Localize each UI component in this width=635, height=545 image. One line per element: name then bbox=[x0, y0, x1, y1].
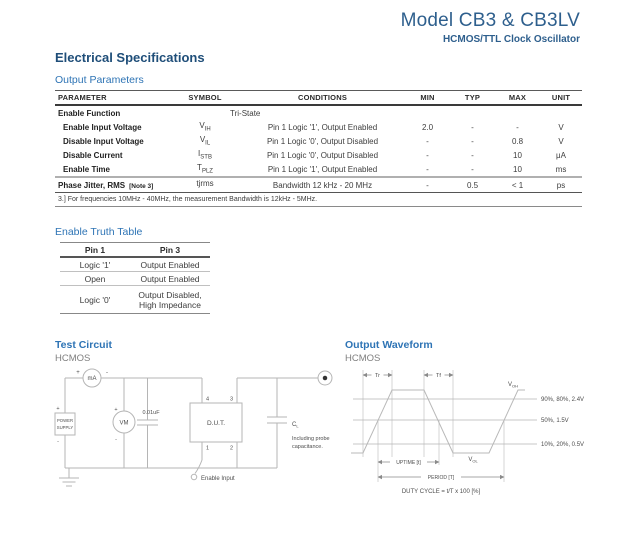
truth-row bbox=[60, 272, 210, 286]
parameter-cell: Enable Input Voltage bbox=[63, 122, 142, 132]
capacitor-label: 0.01uF bbox=[142, 410, 160, 416]
min-cell: - bbox=[426, 136, 429, 146]
page-title: Model CB3 & CB3LV bbox=[400, 10, 580, 31]
enable-input-label: Enable Input bbox=[201, 476, 235, 482]
pin1-cell: Logic '0' bbox=[79, 294, 111, 305]
max-cell: 10 bbox=[513, 164, 522, 174]
cl-label: $C_L$ bbox=[292, 422, 299, 429]
note-marker: [Note 3] bbox=[129, 182, 154, 190]
col-symbol: SYMBOL bbox=[188, 93, 222, 102]
doc-header bbox=[401, 10, 580, 45]
output-waveform-subheading: HCMOS bbox=[345, 353, 381, 364]
symbol-cell: tjrms bbox=[196, 179, 214, 189]
svg-text:VM: VM bbox=[119, 420, 129, 427]
crossing-drop-lines bbox=[378, 420, 504, 482]
page-subtitle: HCMOS/TTL Clock Oscillator bbox=[442, 34, 580, 45]
unit-cell: ms bbox=[555, 164, 567, 174]
probe-symbol bbox=[318, 371, 332, 385]
pin3-cell: Output Enabled bbox=[140, 273, 200, 284]
col-min: MIN bbox=[420, 93, 435, 102]
col-max: MAX bbox=[508, 93, 527, 102]
min-cell: - bbox=[426, 164, 429, 174]
table-footnote: 3.] For frequencies 10MHz - 40MHz, the measurement Bandwidth is 12kHz - 5MHz. bbox=[55, 193, 582, 207]
ground-symbol bbox=[59, 468, 79, 486]
plus-sign: + bbox=[114, 407, 118, 413]
truth-header-row bbox=[60, 243, 210, 258]
capacitor-symbol bbox=[137, 410, 160, 425]
level-high-label: 90%, 80%, 2.4V bbox=[541, 397, 585, 403]
conditions-cell: Pin 1 Logic '1', Output Enabled bbox=[267, 122, 378, 132]
truth-row bbox=[60, 258, 210, 272]
load-capacitor-symbol bbox=[267, 417, 330, 450]
output-parameters-heading: Output Parameters bbox=[55, 74, 144, 86]
col-parameter: PARAMETER bbox=[58, 93, 107, 102]
table-row bbox=[55, 162, 582, 176]
conditions-cell: Pin 1 Logic '0', Output Disabled bbox=[266, 150, 379, 160]
parameter-cell: Enable Time bbox=[63, 164, 110, 174]
enable-input-terminal bbox=[191, 442, 235, 482]
uptime-label: UPTIME [t] bbox=[396, 460, 421, 466]
conditions-cell: Pin 1 Logic '1', Output Enabled bbox=[267, 164, 378, 174]
cl-note: capacitance. bbox=[292, 444, 323, 450]
vol-label: $V_{OL}$ bbox=[468, 457, 478, 464]
table-row bbox=[55, 148, 582, 162]
dut-box bbox=[190, 397, 242, 452]
test-circuit-subheading: HCMOS bbox=[55, 353, 91, 364]
col-conditions: CONDITIONS bbox=[297, 93, 348, 102]
symbol-cell: $V_{IL}$ bbox=[199, 135, 211, 147]
minus-sign: - bbox=[115, 437, 117, 443]
svg-text:SUPPLY: SUPPLY bbox=[56, 425, 74, 430]
test-circuit-diagram bbox=[40, 366, 380, 541]
spec-table-header-row bbox=[55, 91, 582, 106]
plus-sign: + bbox=[76, 370, 80, 376]
pin1-cell: Logic '1' bbox=[79, 259, 111, 270]
enable-truth-table-heading: Enable Truth Table bbox=[55, 226, 143, 238]
level-mid-label: 50%, 1.5V bbox=[541, 418, 569, 424]
max-cell: 0.8 bbox=[511, 136, 524, 146]
period-label: PERIOD [T] bbox=[427, 475, 455, 481]
output-waveform-heading: Output Waveform bbox=[345, 339, 433, 351]
typ-cell: - bbox=[471, 164, 474, 174]
unit-cell: V bbox=[558, 136, 564, 146]
max-cell: - bbox=[516, 122, 519, 132]
max-cell: 10 bbox=[513, 150, 522, 160]
col-unit: UNIT bbox=[551, 93, 571, 102]
output-waveform-diagram bbox=[345, 362, 635, 542]
truth-row bbox=[60, 286, 210, 314]
pin1-cell: Open bbox=[84, 273, 106, 284]
symbol-cell: $V_{IH}$ bbox=[199, 121, 211, 133]
conditions-cell: Bandwidth 12 kHz - 20 MHz bbox=[272, 180, 373, 190]
pin3-cell: Output Enabled bbox=[140, 259, 200, 270]
typ-cell: - bbox=[471, 122, 474, 132]
table-row bbox=[55, 134, 582, 148]
pin3-cell: Output Disabled, High Impedance bbox=[138, 289, 202, 310]
min-cell: - bbox=[426, 180, 429, 190]
typ-cell: - bbox=[471, 136, 474, 146]
unit-cell: V bbox=[558, 122, 564, 132]
waveform-trace bbox=[351, 390, 525, 453]
level-low-label: 10%, 20%, 0.5V bbox=[541, 442, 585, 448]
minus-sign: - bbox=[106, 370, 108, 376]
pin1-label: 1 bbox=[206, 445, 210, 452]
min-cell: 2.0 bbox=[421, 122, 434, 132]
cl-note: Including probe bbox=[292, 436, 330, 442]
conditions-cell: Pin 1 Logic '0', Output Disabled bbox=[266, 136, 379, 146]
level-lines bbox=[353, 399, 537, 444]
output-parameters-table bbox=[55, 90, 582, 207]
duty-cycle-label: DUTY CYCLE = t/T x 100 [%] bbox=[401, 489, 481, 495]
enable-truth-table bbox=[60, 242, 210, 314]
col-pin3: Pin 3 bbox=[159, 244, 181, 255]
symbol-cell: $I_{STB}$ bbox=[198, 149, 212, 161]
unit-cell: μA bbox=[556, 150, 566, 160]
table-row bbox=[55, 106, 582, 120]
plus-sign: + bbox=[56, 406, 60, 412]
svg-text:POWER: POWER bbox=[56, 418, 74, 423]
symbol-cell: $T_{PLZ}$ bbox=[197, 163, 213, 175]
typ-cell: 0.5 bbox=[466, 180, 479, 190]
tr-label: Tr bbox=[375, 373, 380, 379]
parameter-cell: Disable Current bbox=[63, 150, 123, 160]
col-typ: TYP bbox=[464, 93, 481, 102]
min-cell: - bbox=[426, 150, 429, 160]
table-row bbox=[55, 120, 582, 134]
pin3-label: 3 bbox=[229, 396, 233, 403]
minus-sign: - bbox=[57, 439, 59, 445]
svg-text:D.U.T.: D.U.T. bbox=[206, 420, 226, 427]
conditions-cell: Tri-State bbox=[230, 108, 261, 118]
col-pin1: Pin 1 bbox=[84, 244, 106, 255]
parameter-cell: Enable Function bbox=[58, 108, 121, 118]
svg-text:mA: mA bbox=[87, 376, 97, 382]
parameter-cell: Disable Input Voltage bbox=[63, 136, 144, 146]
test-circuit-heading: Test Circuit bbox=[55, 339, 112, 351]
parameter-cell: Phase Jitter, RMS [Note 3] bbox=[58, 180, 154, 190]
typ-cell: - bbox=[471, 150, 474, 160]
voh-label: $V_{OH}$ bbox=[507, 382, 519, 389]
pin2-label: 2 bbox=[229, 445, 233, 452]
max-cell: < 1 bbox=[511, 180, 524, 190]
electrical-specifications-heading: Electrical Specifications bbox=[55, 50, 205, 65]
table-row bbox=[55, 176, 582, 193]
tf-label: Tf bbox=[436, 373, 441, 379]
unit-cell: ps bbox=[556, 180, 566, 190]
pin4-label: 4 bbox=[206, 396, 210, 403]
